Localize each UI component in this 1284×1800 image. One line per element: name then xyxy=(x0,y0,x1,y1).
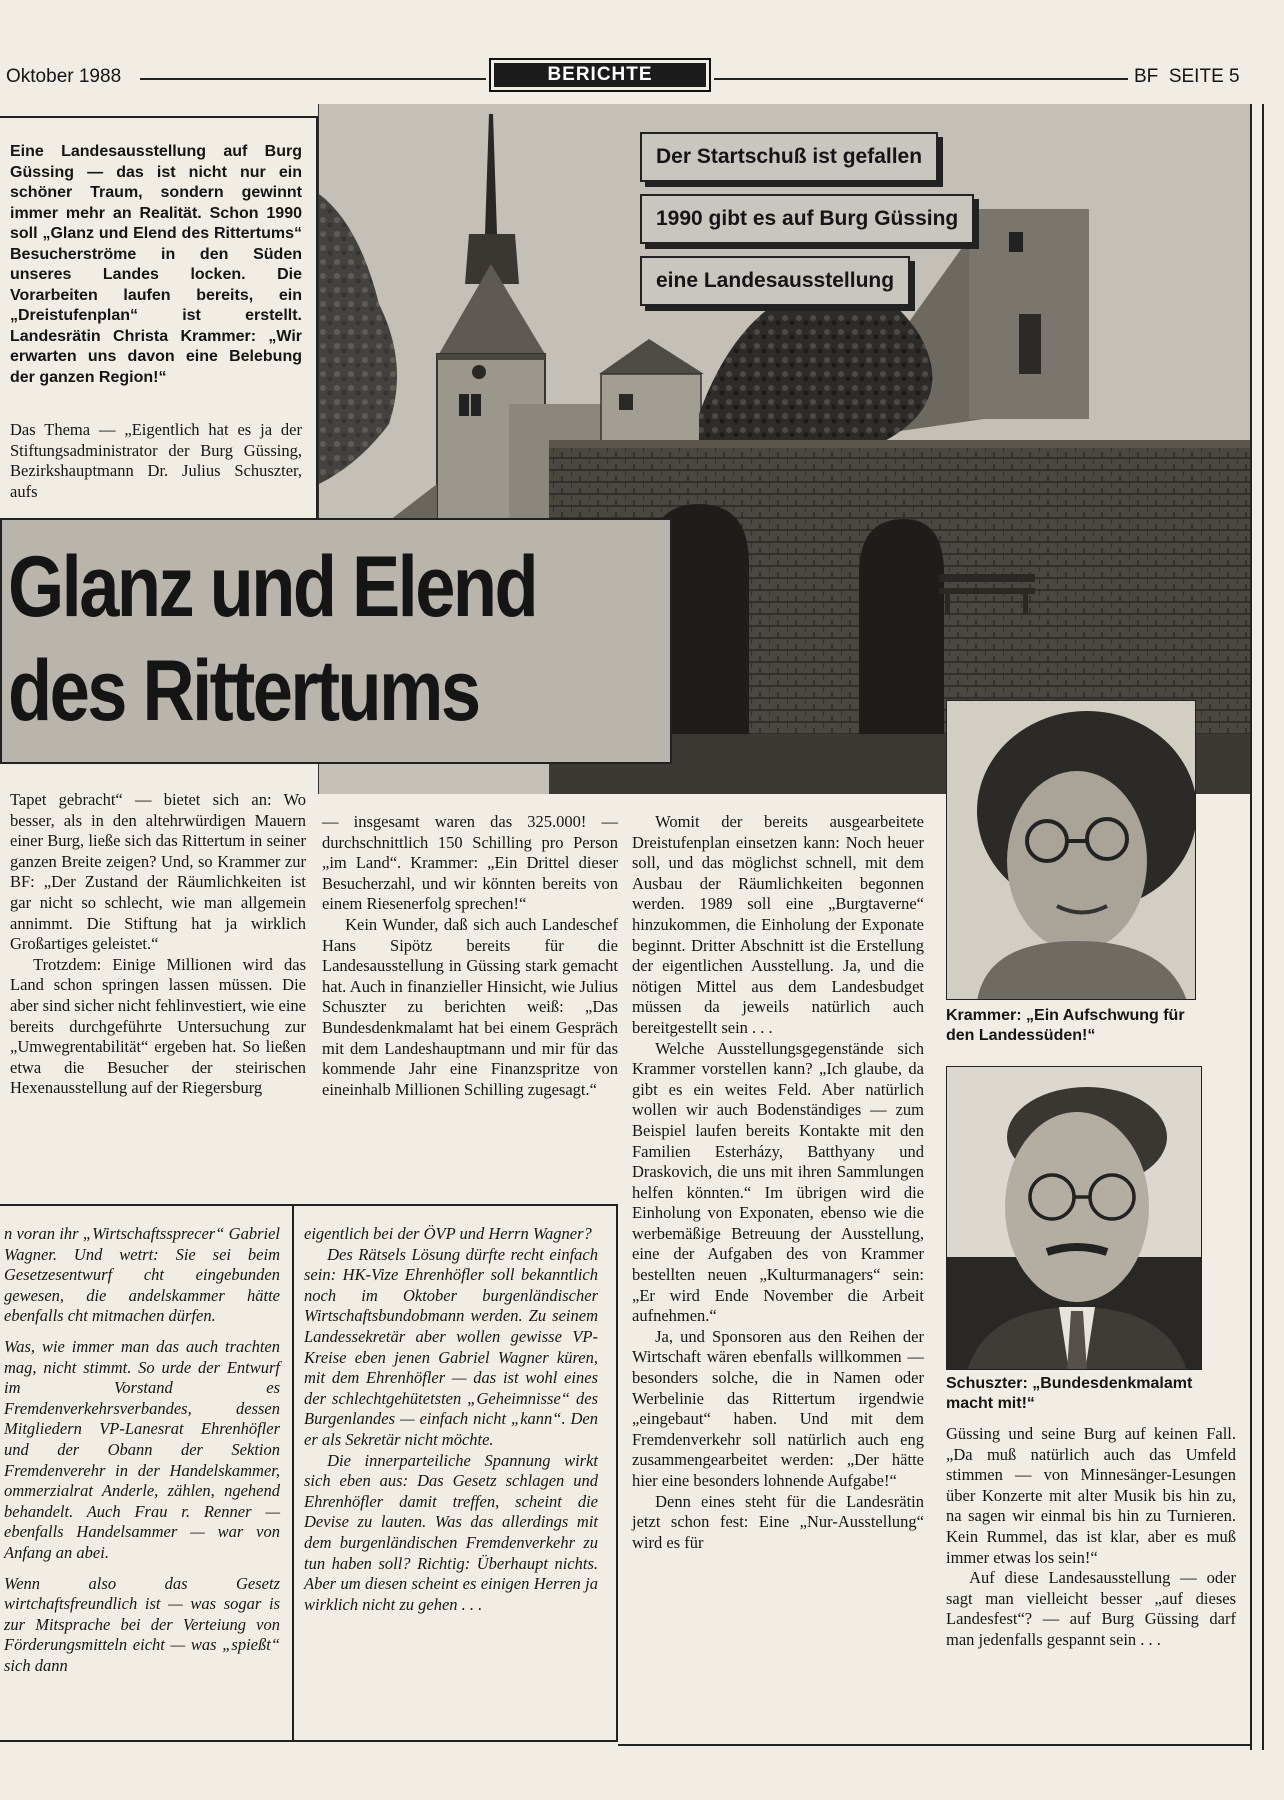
page-number: BF SEITE 5 xyxy=(1134,66,1240,87)
sidebar-left-para-1: n voran ihr „Wirtschaftssprecer“ Gabriel Wagner. Und wetrt: Sie sei beim Gesetzesentwurf cht eingebunden gewesen, die andelskammer hätte ebenfalls cht mitmachen dürfen. xyxy=(4,1224,280,1326)
column-3 xyxy=(632,812,924,1553)
section-label xyxy=(489,58,711,92)
krammer-caption: Krammer: „Ein Aufschwung für den Landessüden!“ xyxy=(946,1007,1185,1044)
intro-body: Das Thema — „Eigentlich hat es ja der Stiftungsadministrator der Burg Güssing, Bezirkshauptmann Dr. Julius Schuszter, aufs xyxy=(10,420,302,501)
schuszter-photo xyxy=(947,1067,1202,1370)
sidebar-frame-bottom xyxy=(0,1740,618,1742)
sidebar-left-para-2: Was, wie immer man das auch trachten mag, nicht stimmt. So urde der Entwurf im Vorstand es Fremdenverkehrsverbandes, dessen Mitgliedern VP-Lanesrat Ehrenhöfler und der Obann der Sektion Fremdenverehr in der Handelskammer, ommerzialrat Anderle, zählen, ngehend behandelt. Auch Frau r. Renner — ebenfalls Handelsammer — war von Anfang an abei. xyxy=(4,1336,280,1562)
page-frame-right xyxy=(1250,104,1252,1750)
column-1 xyxy=(10,790,306,1099)
header-rule-right xyxy=(714,78,1128,80)
col3-para-3: Ja, und Sponsoren aus den Reihen der Wirtschaft wären ebenfalls willkommen — besonders solche, die in Namen oder Werbelinie das Rittertum irgendwie „eingebaut“ haben. Und mit dem Fremdenverkehr soll natürlich auch eng zusammengearbeitet werden: „Der hätte hier eine besonders lohnende Aufgabe!“ xyxy=(632,1326,924,1490)
tag-landesausstellung: eine Landesausstellung xyxy=(640,256,910,306)
intro-lead: Eine Landesausstellung auf Burg Güssing — das ist nicht nur ein schöner Traum, sondern gewinnt immer mehr an Realität. Schon 1990 soll „Glanz und Elend des Rittertums“ Besucherströme in den Süden unseres Landes locken. Die Vorarbeiten laufen bereits, ein „Dreistufenplan“ ist erstellt. Landesrätin Christa Krammer: „Wir erwarten uns davon eine Belebung der ganzen Region!“ xyxy=(10,143,302,386)
header-rule-left xyxy=(140,78,486,80)
sidebar-right xyxy=(304,1224,598,1615)
intro-frame-top xyxy=(0,116,318,118)
schuszter-portrait xyxy=(946,1066,1202,1370)
tag-1990: 1990 gibt es auf Burg Güssing xyxy=(640,194,974,244)
col1-para-2: Trotzdem: Einige Millionen wird das Land schon springen lassen müssen. Die aber sind sicher nicht fehlinvestiert, wie eine bereits durchgeführte Untersuchung zur „Umwegrentabilität“ ergeben hat. So ließen etwa die Besucher der steirischen Hexenausstellung auf der Riegersburg xyxy=(10,954,306,1098)
headline-line-2: des Rittertums xyxy=(8,643,479,739)
sidebar-frame-right xyxy=(616,1204,618,1742)
headline xyxy=(8,535,562,743)
col3-para-1: Womit der bereits ausgearbeitete Dreistufenplan einsetzen kann: Noch heuer soll, und das möglichst schnell, mit dem Ausbau der Räumlichkeiten begonnen werden. 1989 soll eine „Burgtaverne“ hinzukommen, die Einholung der Exponate beginnt. Dritter Abschnitt ist die Erstellung der eigentlichen Ausstellung. Ja, und die nötigen Mittel aus dem Landesbudget müssen da jeweils natürlich auch bereitgestellt sein . . . xyxy=(632,812,924,1037)
col2-para-2: Kein Wunder, daß sich auch Landeschef Hans Sipötz bereits für die Landesausstellung in Güssing stark gemacht hat. Auch in finanzieller Hinsicht, wie Julius Schuszter zu berichten weiß: „Das Bundesdenkmalamt hat bei einem Gespräch mit dem Landeshauptmann und mir für das kommende Jahr eine Finanzspritze von eineinhalb Millionen Schilling zugesagt.“ xyxy=(322,914,618,1099)
sidebar-frame-top xyxy=(0,1204,616,1206)
sidebar-left-para-3: Wenn also das Gesetz wirtchaftsfreundlich ist — was sogar is zur Mitsprache bei der Verteiung von Förderungsmitteln eicht — was „spießt“ sich dann xyxy=(4,1573,280,1675)
sidebar-right-para-3: Die innerparteiliche Spannung wirkt sich eben aus: Das Gesetz schlagen und Ehrenhöfler damit treffen, scheint die Devise zu lauten. Was das allerdings mit dem burgenländischen Fremdenverkehr zu tun haben soll? Richtig: Überhaupt nichts. Aber um diesen scheint es einigen Herren ja wirklich nicht zu gehen . . . xyxy=(304,1450,598,1614)
page-frame-right-outer xyxy=(1262,104,1264,1750)
schuszter-caption: Schuszter: „Bundesdenkmalamt macht mit!“ xyxy=(946,1375,1193,1412)
col3-para-2: Welche Ausstellungsgegenstände sich Krammer vorstellen kann? „Ich glaube, da gibt es ein weites Feld. Aber natürlich wollen wir auch Bodenständiges — zum Beispiel laufen bereits Kontakte mit den Familien Esterházy, Batthyany und Draskovich, die uns mit ihren Sammlungen helfen könnten.“ Im übrigen wird die Einholung von Exponaten, ebenso wie die werbemäßige Betreuung der Ausstellung, eine der Aufgaben des von Krammer bestellten neuen „Kulturmanagers“ sein: „Er wird Ende November die Arbeit aufnehmen.“ xyxy=(632,1038,924,1326)
tag-startschuss: Der Startschuß ist gefallen xyxy=(640,132,938,182)
col3-para-4: Denn eines steht für die Landesrätin jetzt schon fest: Eine „Nur-Ausstellung“ wird es für xyxy=(632,1491,924,1552)
krammer-photo xyxy=(947,701,1196,1000)
section-label-text: BERICHTE xyxy=(494,63,706,87)
col4-para-2: Auf diese Landesausstellung — oder sagt man vielleicht besser „auf dieses Landesfest“? — auf Burg Güssing darf man jedenfalls gespannt sein . . . xyxy=(946,1568,1236,1649)
sidebar-left xyxy=(4,1224,280,1676)
column-4 xyxy=(946,1424,1236,1651)
sidebar-right-para-2: Des Rätsels Lösung dürfte recht einfach sein: HK-Vize Ehrenhöfler soll bekanntlich noch im Oktober burgenländischer Wirtschaftsbundobmann werden. Zu seinem Landessekretär aber wollen gewisse VP-Kreise eben jenen Gabriel Wagner küren, mit dem Ehrenhöfler — das ist wohl eines der schlechtgehütetsten „Geheimnisse“ des Burgenlandes — einfach nicht „kann“. Den er als Sekretär nicht möchte. xyxy=(304,1244,598,1449)
sidebar-right-para-1: eigentlich bei der ÖVP und Herrn Wagner? xyxy=(304,1224,592,1243)
col4-para-1: Güssing und seine Burg auf keinen Fall. „Da muß natürlich auch das Umfeld stimmen — von Minnesänger-Lesungen über Konzerte mit alter Musik bis hin zu, na sagen wir einmal bis hin zu Turnieren. Kein Rummel, das ist klar, aber es muß immer etwas los sein!“ xyxy=(946,1424,1236,1567)
col2-para-1: — insgesamt waren das 325.000! — durchschnittlich 150 Schilling pro Person „im Land“. Krammer: „Ein Drittel dieser Besucherzahl, und wir könnten bereits von einem Riesenerfolg sprechen!“ xyxy=(322,812,618,914)
col1-para-1: Tapet gebracht“ — bietet sich an: Wo besser, als in den altehrwürdigen Mauern einer Burg, ließe sich das Rittertum in seiner ganzen Breite zeigen? Und, so Krammer zur BF: „Der Zustand der Räumlichkeiten ist gar nicht so schlecht, wie man allgemein annimmt. Die Stiftung hat ja wirklich Großartiges geleistet.“ xyxy=(10,790,306,954)
headline-line-1: Glanz und Elend xyxy=(8,539,537,635)
column-2 xyxy=(322,812,618,1100)
krammer-portrait xyxy=(946,700,1196,1000)
issue-date: Oktober 1988 xyxy=(6,66,122,87)
sidebar-frame-divider xyxy=(292,1204,294,1740)
col3-frame-bottom xyxy=(618,1744,1252,1746)
